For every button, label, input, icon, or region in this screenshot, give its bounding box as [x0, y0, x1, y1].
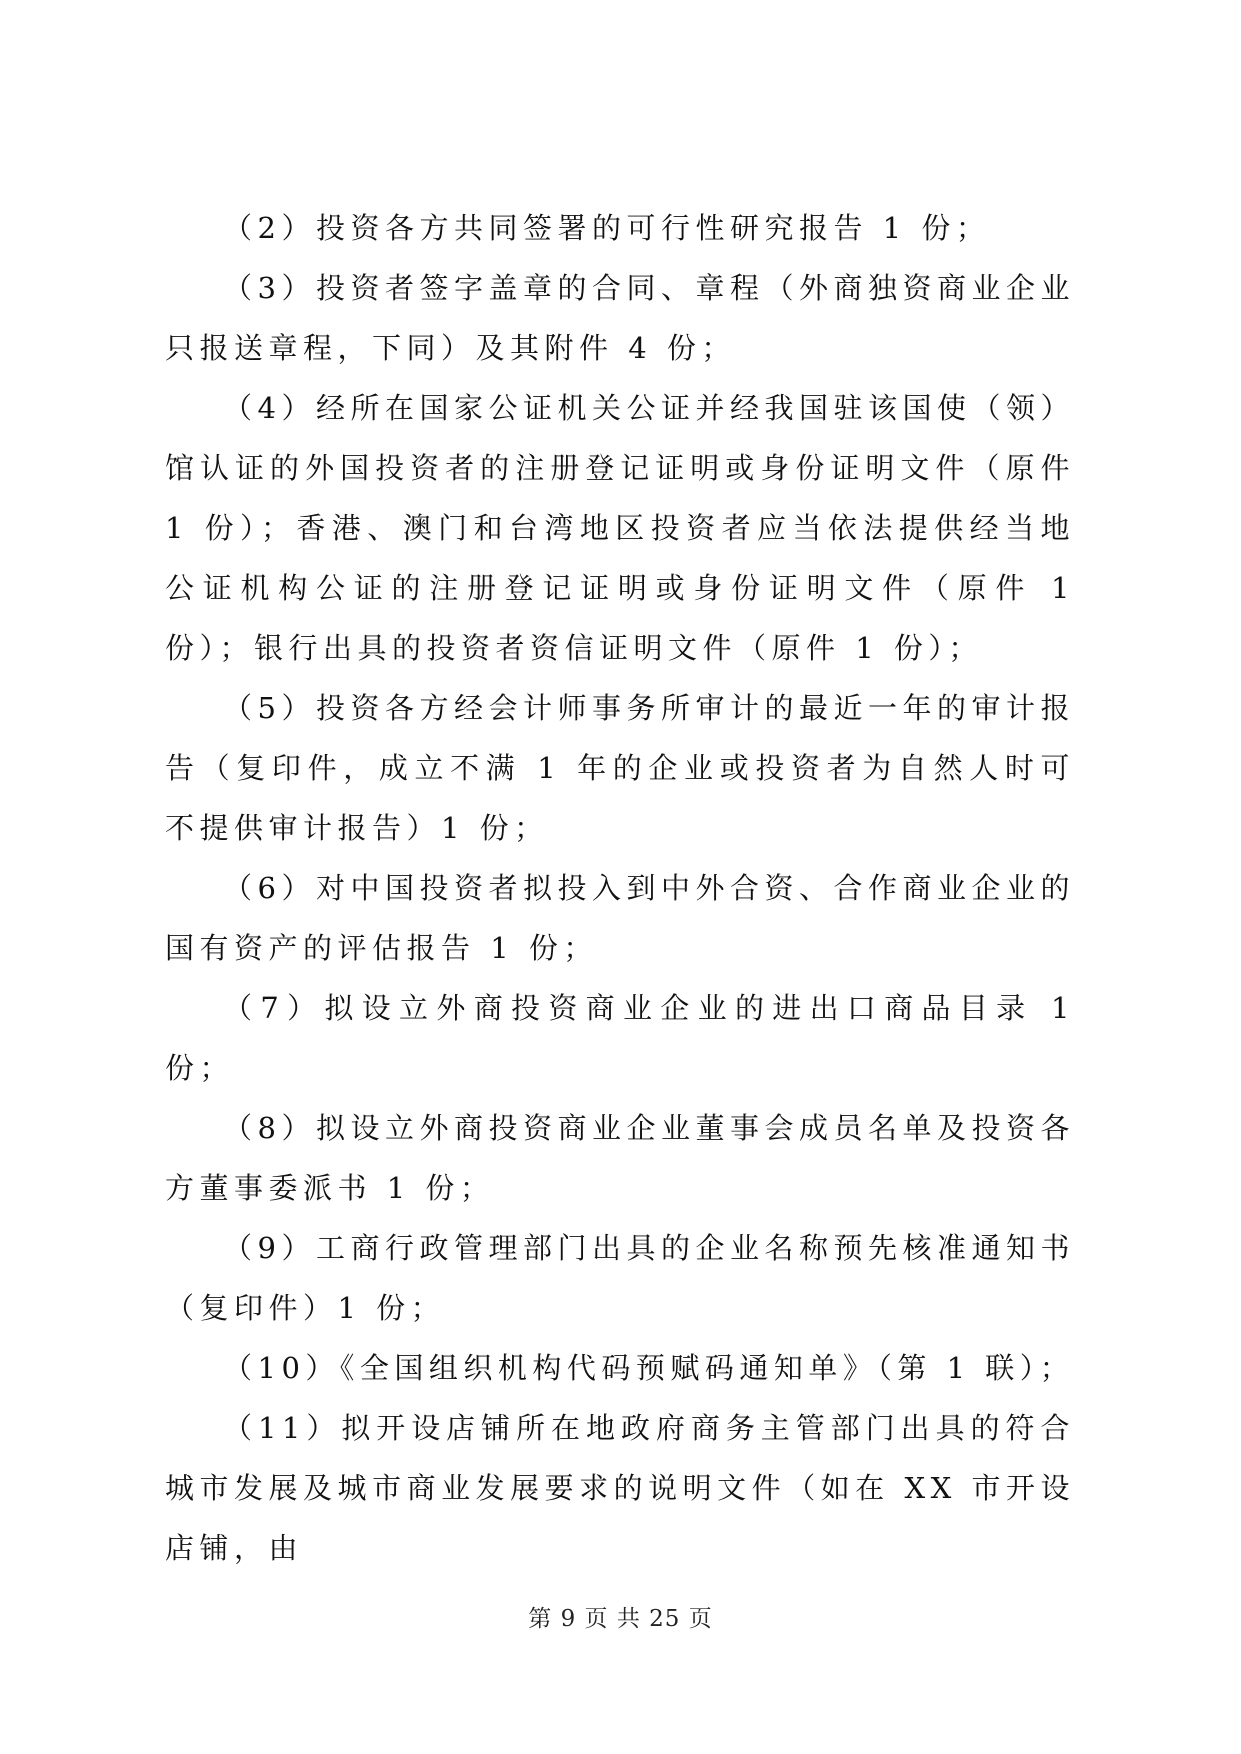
- paragraph-item-8: （8）拟设立外商投资商业企业董事会成员名单及投资各方董事委派书 1 份；: [165, 1111, 1075, 1205]
- paragraph-item-2: （2）投资各方共同签署的可行性研究报告 1 份；: [223, 211, 991, 245]
- document-body: [165, 198, 1075, 1578]
- paragraph-item-9: （9）工商行政管理部门出具的企业名称预先核准通知书（复印件）1 份；: [165, 1231, 1075, 1325]
- page-footer: [0, 1604, 1241, 1634]
- paragraph-item-10: （10）《全国组织机构代码预赋码通知单》（第 1 联）；: [223, 1351, 1075, 1385]
- paragraph-item-4: （4）经所在国家公证机关公证并经我国驻该国使（领）馆认证的外国投资者的注册登记证明或身份证明文件（原件 1 份）；香港、澳门和台湾地区投资者应当依法提供经当地公证机构公证的注册登记证明或身份证明文件（原件 1 份）；银行出具的投资者资信证明文件（原件 1 份）；: [165, 391, 1075, 665]
- paragraph-item-11: （11）拟开设店铺所在地政府商务主管部门出具的符合城市发展及城市商业发展要求的说明文件（如在 XX 市开设店铺，由: [165, 1411, 1075, 1565]
- paragraph-item-7: （7）拟设立外商投资商业企业的进出口商品目录 1 份；: [165, 991, 1075, 1085]
- paragraph-item-5: （5）投资各方经会计师事务所审计的最近一年的审计报告（复印件，成立不满 1 年的企业或投资者为自然人时可不提供审计报告）1 份；: [165, 691, 1075, 845]
- paragraph-item-6: （6）对中国投资者拟投入到中外合资、合作商业企业的国有资产的评估报告 1 份；: [165, 871, 1075, 965]
- page-number: 第 9 页 共 25 页: [528, 1606, 713, 1632]
- paragraph-item-3: （3）投资者签字盖章的合同、章程（外商独资商业企业只报送章程，下同）及其附件 4 份；: [165, 271, 1075, 365]
